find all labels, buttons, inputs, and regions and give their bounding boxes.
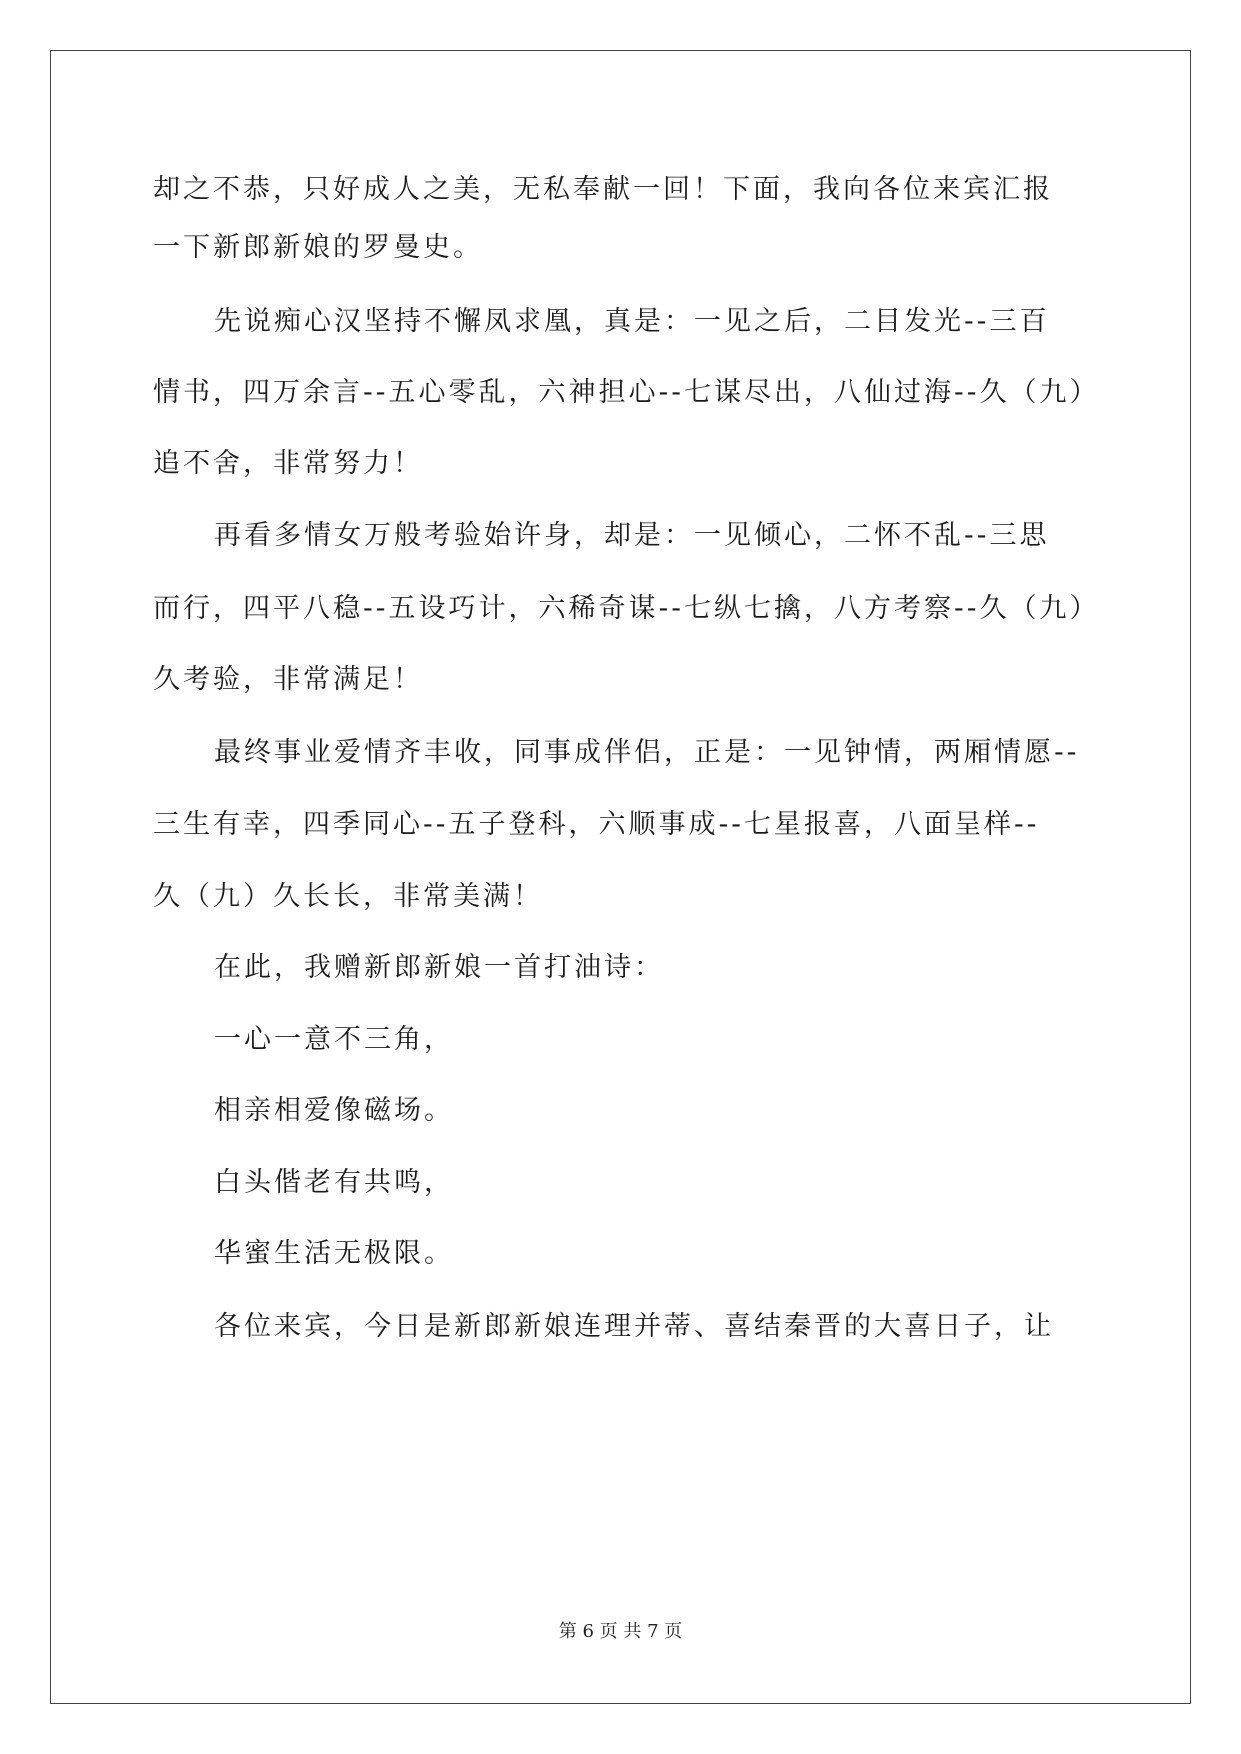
body-line: 久考验，非常满足！ bbox=[153, 664, 423, 695]
body-line: 却之不恭，只好成人之美，无私奉献一回！下面，我向各位来宾汇报 bbox=[153, 174, 1053, 205]
body-line: 情书，四万余言--五心零乱，六神担心--七谋尽出，八仙过海--久（九） bbox=[153, 377, 1100, 408]
poem-line: 相亲相爱像磁场。 bbox=[214, 1095, 454, 1126]
body-line: 而行，四平八稳--五设巧计，六稀奇谋--七纵七擒，八方考察--久（九） bbox=[153, 593, 1100, 624]
body-line: 先说痴心汉坚持不懈凤求凰，真是：一见之后，二目发光--三百 bbox=[214, 306, 1050, 337]
poem-line: 一心一意不三角， bbox=[214, 1024, 454, 1055]
body-line: 在此，我赠新郎新娘一首打油诗： bbox=[214, 952, 664, 983]
body-line: 久（九）久长长，非常美满！ bbox=[153, 881, 543, 912]
body-line: 三生有幸，四季同心--五子登科，六顺事成--七星报喜，八面呈样-- bbox=[153, 809, 1040, 840]
body-line: 各位来宾，今日是新郎新娘连理并蒂、喜结秦晋的大喜日子，让 bbox=[214, 1311, 1054, 1342]
body-line: 再看多情女万般考验始许身，却是：一见倾心，二怀不乱--三思 bbox=[214, 520, 1050, 551]
page-number: 第 6 页 共 7 页 bbox=[558, 1621, 683, 1642]
poem-line: 白头偕老有共鸣， bbox=[214, 1167, 454, 1198]
body-line: 最终事业爱情齐丰收，同事成伴侣，正是：一见钟情，两厢情愿-- bbox=[214, 737, 1080, 768]
body-line: 追不舍，非常努力！ bbox=[153, 448, 423, 479]
poem-line: 华蜜生活无极限。 bbox=[214, 1238, 454, 1269]
body-line: 一下新郎新娘的罗曼史。 bbox=[153, 232, 483, 263]
